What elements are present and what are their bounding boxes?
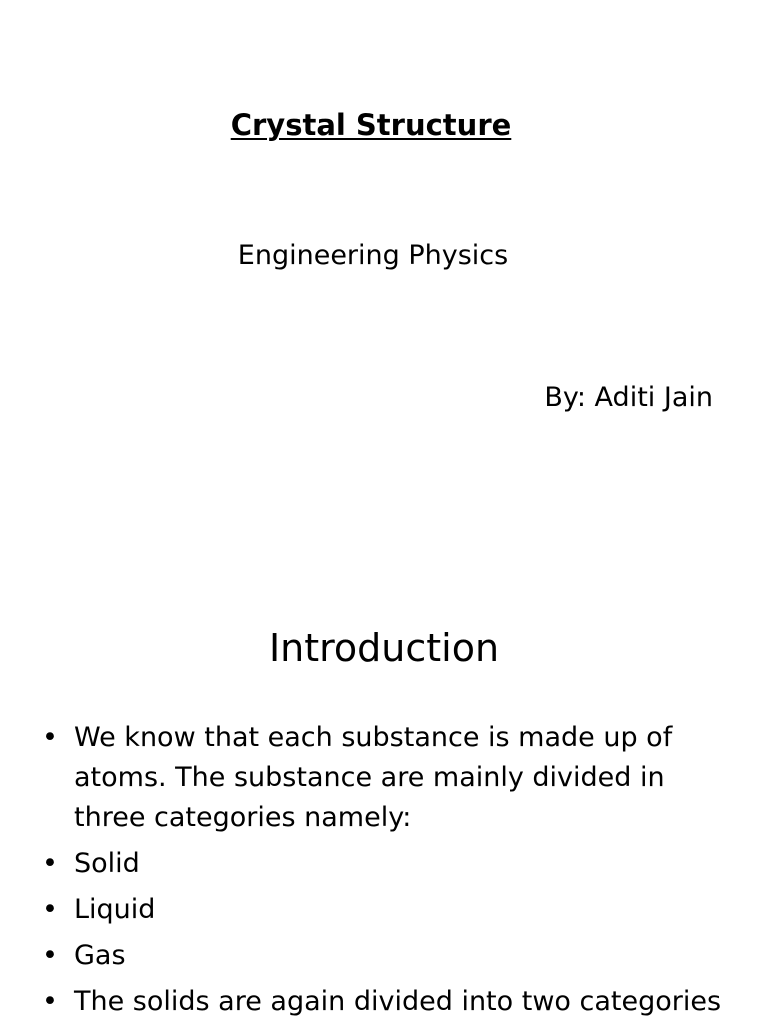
- bullet-icon: •: [42, 894, 58, 925]
- bullet-item: [42, 718, 732, 838]
- bullet-icon: •: [42, 940, 58, 971]
- bullet-item: [42, 890, 732, 930]
- introduction-slide: [0, 576, 768, 1024]
- bullet-icon: •: [42, 848, 58, 879]
- bullet-text: The solids are again divided into two categories: [74, 986, 722, 1017]
- slide-heading: Introduction: [268, 626, 500, 670]
- bullet-item: [42, 982, 732, 1022]
- bullet-icon: •: [42, 722, 58, 753]
- bullet-list: [42, 718, 732, 1024]
- bullet-text: We know that each substance is made up of atoms. The substance are mainly divided in three categories namely:: [74, 722, 673, 833]
- slide-title: Crystal Structure: [230, 108, 512, 142]
- bullet-text: Gas: [74, 940, 126, 971]
- author-credit: By: Aditi Jain: [544, 382, 713, 413]
- slide-subtitle: Engineering Physics: [237, 240, 509, 271]
- bullet-text: Solid: [74, 848, 140, 879]
- bullet-text: Liquid: [74, 894, 156, 925]
- bullet-item: [42, 936, 732, 976]
- bullet-item: [42, 844, 732, 884]
- bullet-icon: •: [42, 986, 58, 1017]
